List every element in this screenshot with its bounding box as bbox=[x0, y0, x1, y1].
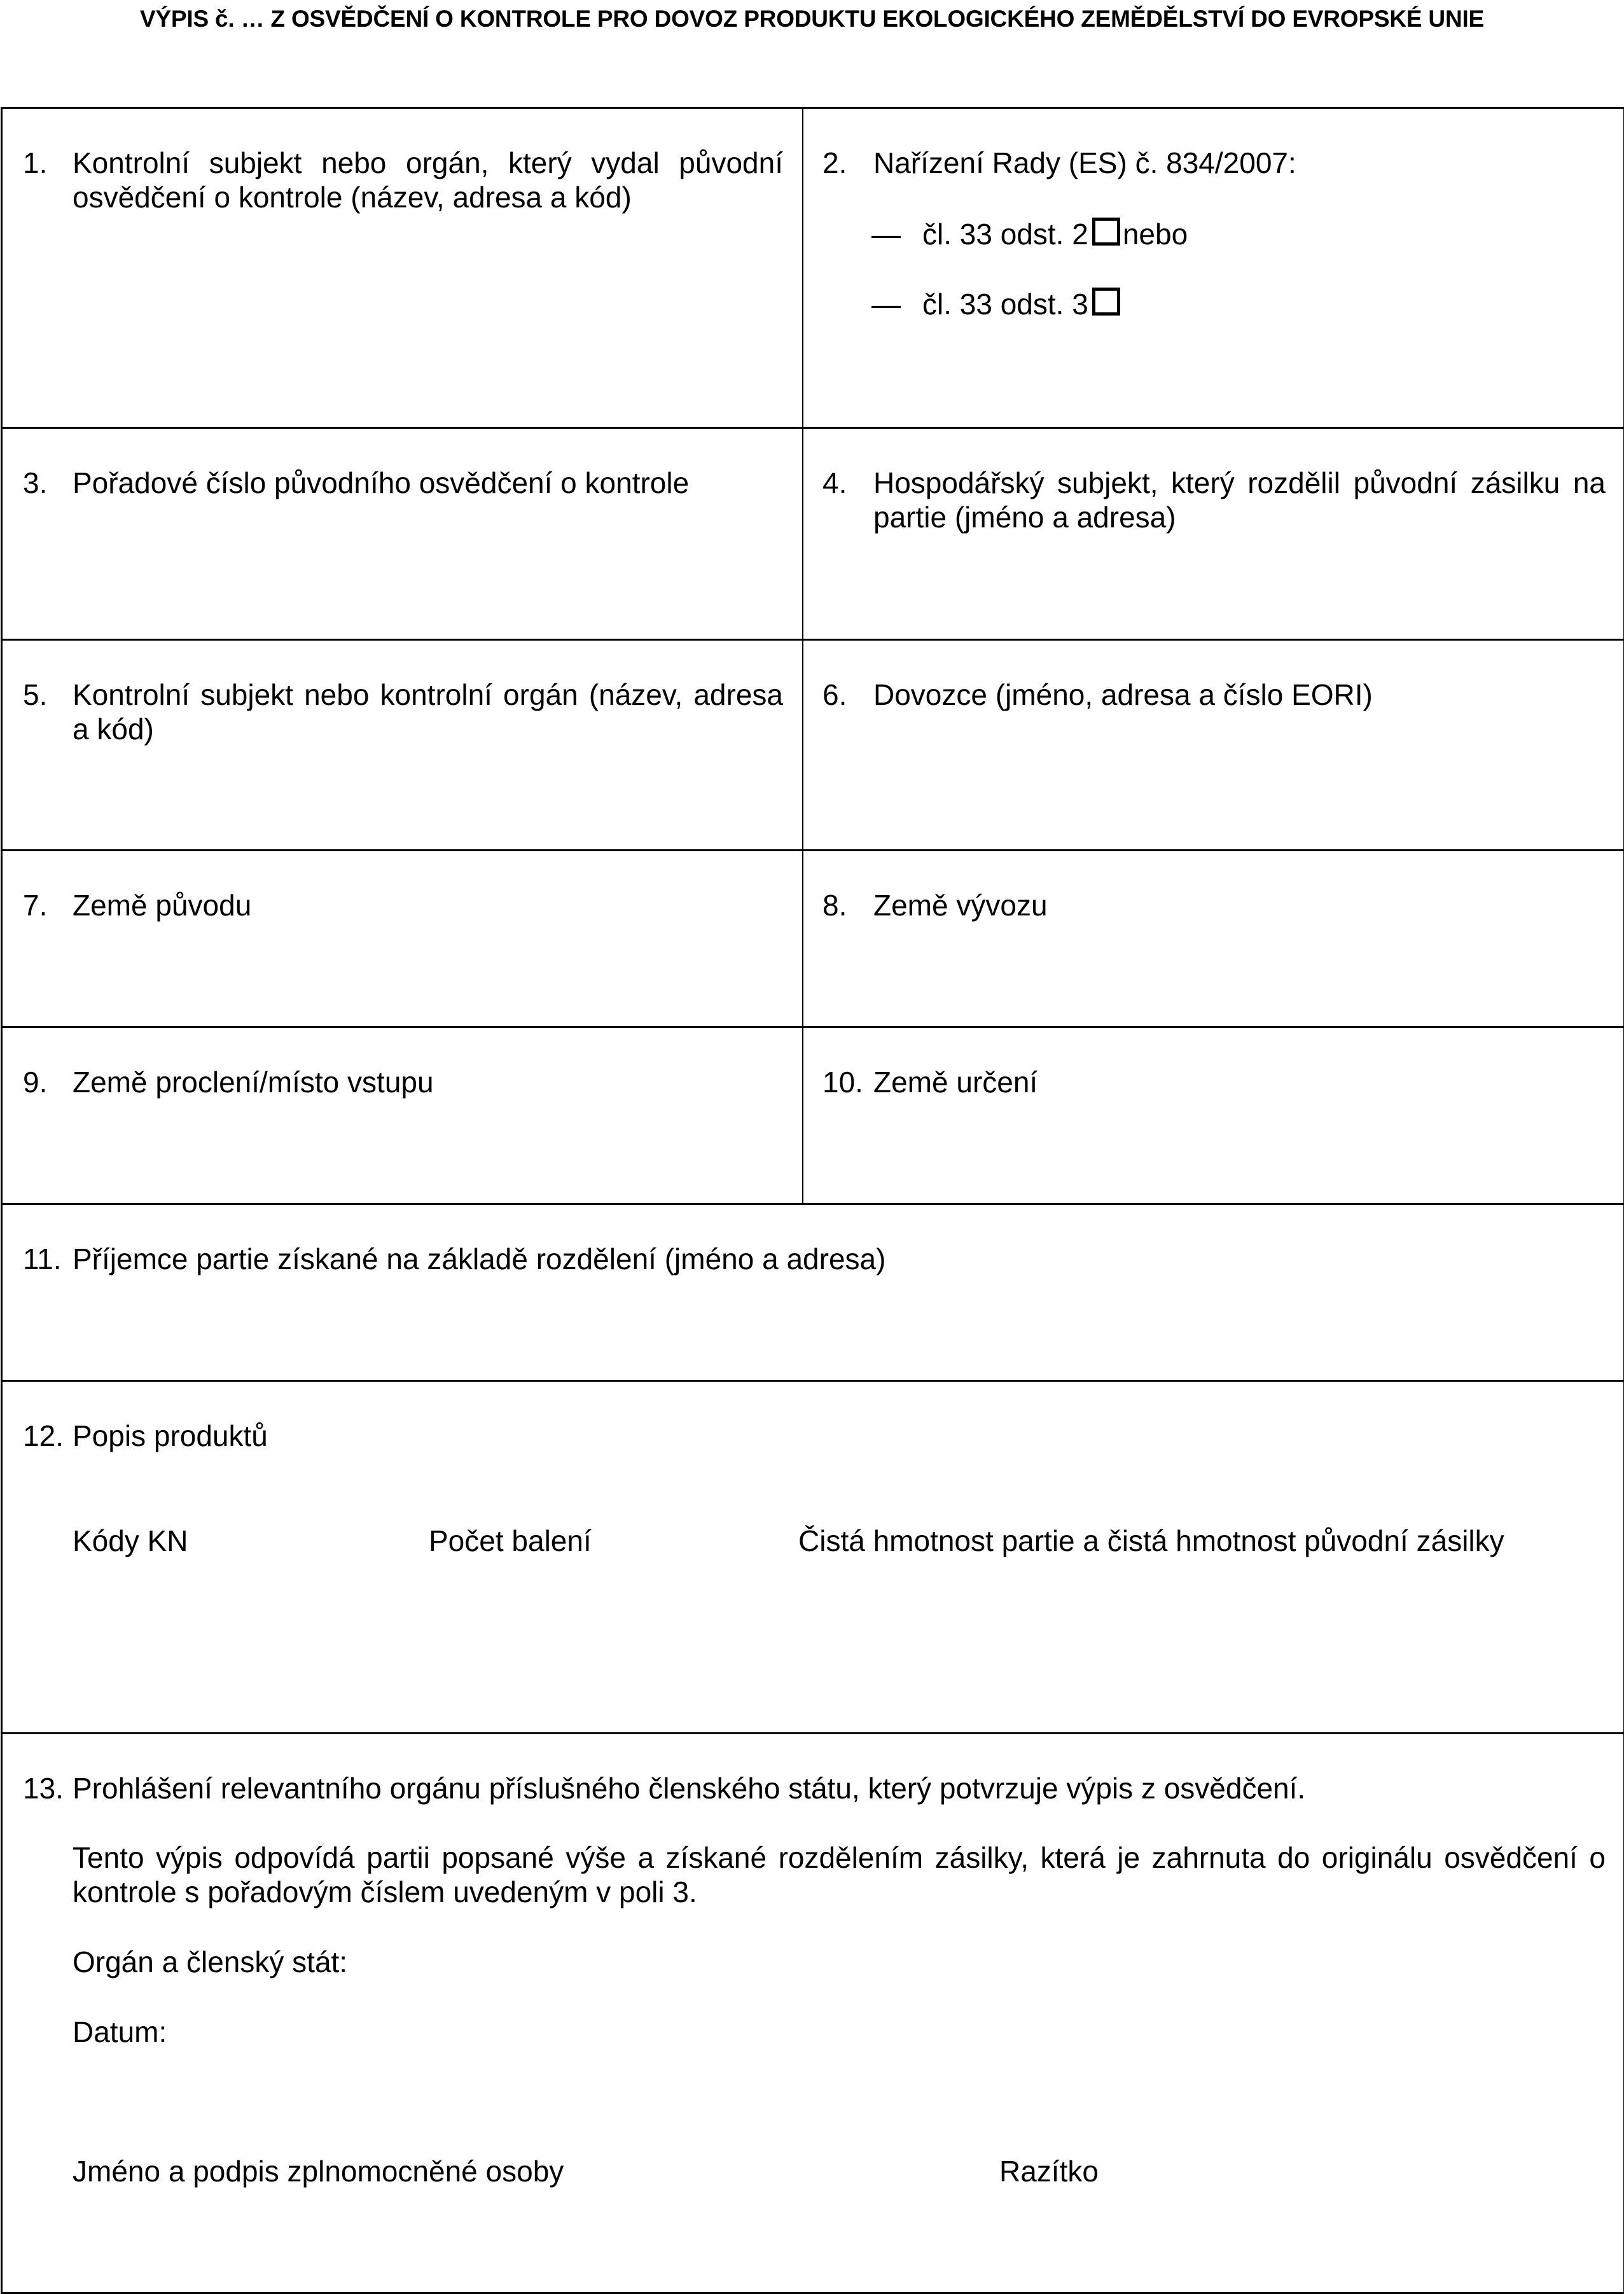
box-label: Země proclení/místo vstupu bbox=[73, 1066, 434, 1099]
box-label: Kontrolní subjekt nebo orgán, který vydal původní osvědčení o kontrole (název, adresa a kód) bbox=[73, 146, 783, 214]
form-row-3 bbox=[3, 639, 1623, 849]
box-5[interactable] bbox=[3, 641, 803, 849]
signature-field-label[interactable]: Jméno a podpis zplnomocněné osoby bbox=[73, 2155, 564, 2188]
authority-field-label[interactable]: Orgán a členský stát: bbox=[73, 1945, 348, 1978]
box-number: 12. bbox=[23, 1419, 64, 1452]
form-row-7 bbox=[3, 1380, 1623, 1732]
dash: — bbox=[871, 218, 901, 251]
regulation-option-art33-3 bbox=[871, 287, 1123, 321]
checkbox-art33-3[interactable] bbox=[1092, 288, 1120, 316]
form-row-2 bbox=[3, 427, 1623, 639]
box-label: Hospodářský subjekt, který rozdělil původní zásilku na partie (jméno a adresa) bbox=[873, 466, 1606, 534]
box-label: Příjemce partie získané na základě rozdělení (jméno a adresa) bbox=[73, 1242, 886, 1276]
box-number: 3. bbox=[23, 466, 48, 499]
box-number: 7. bbox=[23, 889, 48, 922]
box-label: Země určení bbox=[873, 1066, 1038, 1099]
box-11[interactable] bbox=[3, 1205, 1623, 1380]
box-number: 13. bbox=[23, 1772, 64, 1805]
box-9[interactable] bbox=[3, 1028, 803, 1203]
option-label: čl. 33 odst. 2 bbox=[922, 218, 1088, 251]
box-number: 5. bbox=[23, 678, 48, 711]
box-number: 9. bbox=[23, 1066, 48, 1099]
form-row-8 bbox=[3, 1732, 1623, 2292]
box-6[interactable] bbox=[805, 641, 1623, 849]
box-number: 4. bbox=[822, 466, 847, 499]
column-header-cn-codes: Kódy KN bbox=[73, 1524, 188, 1557]
box-label: Země vývozu bbox=[873, 889, 1048, 922]
box-label: Pořadové číslo původního osvědčení o kontrole bbox=[73, 466, 690, 499]
box-3[interactable] bbox=[3, 429, 803, 639]
box-number: 2. bbox=[822, 146, 847, 179]
box-10[interactable] bbox=[805, 1028, 1623, 1203]
box-1[interactable] bbox=[3, 109, 803, 427]
option-label: čl. 33 odst. 3 bbox=[922, 288, 1088, 321]
certification-statement: Tento výpis odpovídá partii popsané výše a získané rozdělením zásilky, která je zahrnuta do originálu osvědčení o kontrole s pořadovým číslem uvedeným v poli 3. bbox=[73, 1841, 1606, 1908]
date-field-label[interactable]: Datum: bbox=[73, 2015, 167, 2048]
box-label: Kontrolní subjekt nebo kontrolní orgán (název, adresa a kód) bbox=[73, 678, 783, 746]
option-suffix: nebo bbox=[1122, 218, 1188, 251]
stamp-field-label[interactable]: Razítko bbox=[999, 2155, 1099, 2188]
box-13 bbox=[3, 1734, 1623, 2292]
form-row-1 bbox=[3, 109, 1623, 427]
form-row-5 bbox=[3, 1026, 1623, 1203]
box-label: Země původu bbox=[73, 889, 252, 922]
box-number: 8. bbox=[822, 889, 847, 922]
box-label: Dovozce (jméno, adresa a číslo EORI) bbox=[873, 678, 1373, 711]
certificate-extract-form bbox=[1, 107, 1624, 2294]
form-row-4 bbox=[3, 849, 1623, 1026]
form-row-6 bbox=[3, 1203, 1623, 1380]
box-label: Prohlášení relevantního orgánu příslušného členského státu, který potvrzuje výpis z osvědčení. bbox=[73, 1772, 1306, 1805]
box-12[interactable] bbox=[3, 1382, 1623, 1732]
box-number: 1. bbox=[23, 146, 48, 179]
box-label: Popis produktů bbox=[73, 1419, 268, 1452]
box-4[interactable] bbox=[805, 429, 1623, 639]
checkbox-art33-2[interactable] bbox=[1092, 218, 1120, 246]
box-8[interactable] bbox=[805, 851, 1623, 1026]
box-label: Nařízení Rady (ES) č. 834/2007: bbox=[873, 146, 1296, 179]
dash: — bbox=[871, 288, 901, 321]
regulation-option-art33-2 bbox=[871, 217, 1188, 251]
document-title: VÝPIS č. … Z OSVĚDČENÍ O KONTROLE PRO DOVOZ PRODUKTU EKOLOGICKÉHO ZEMĚDĚLSTVÍ DO EVROPSKÉ UNIE bbox=[139, 6, 1485, 32]
box-number: 11. bbox=[23, 1242, 62, 1276]
box-number: 6. bbox=[822, 678, 847, 711]
box-2 bbox=[805, 109, 1623, 427]
column-header-net-weight: Čistá hmotnost partie a čistá hmotnost původní zásilky bbox=[798, 1524, 1504, 1557]
column-header-package-count: Počet balení bbox=[429, 1524, 592, 1557]
box-number: 10. bbox=[822, 1066, 863, 1099]
box-7[interactable] bbox=[3, 851, 803, 1026]
